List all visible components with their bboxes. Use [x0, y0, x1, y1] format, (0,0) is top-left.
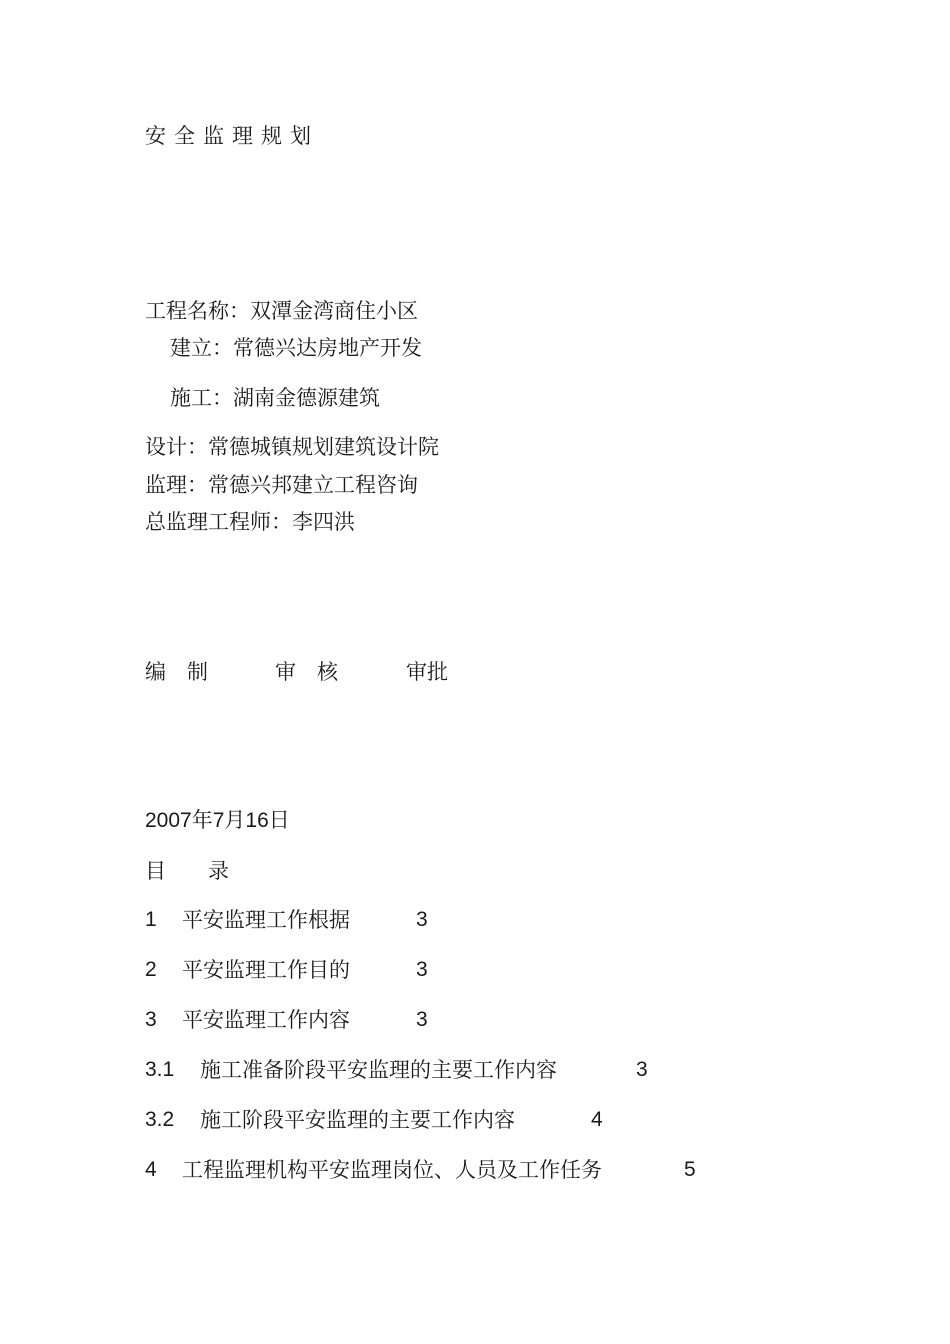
toc-item-number: 1 [145, 908, 157, 931]
toc-item-number: 4 [145, 1158, 157, 1181]
toc-item [145, 1157, 745, 1183]
toc-item-title: 施工准备阶段平安监理的主要工作内容 [200, 1058, 557, 1082]
info-designer [145, 434, 439, 460]
toc-item-title: 平安监理工作内容 [182, 1008, 350, 1032]
signature-compile: 编 制 [145, 660, 208, 684]
toc-item-page: 3 [416, 908, 428, 931]
toc-item [145, 957, 745, 983]
toc-item-title: 工程监理机构平安监理岗位、人员及工作任务 [182, 1158, 602, 1182]
info-value: 常德兴达房地产开发 [233, 336, 422, 360]
toc-item [145, 907, 745, 933]
info-contractor [170, 385, 380, 411]
info-value: 常德兴邦建立工程咨询 [208, 473, 418, 497]
signature-review: 审 核 [275, 660, 338, 684]
info-label: 建立： [170, 336, 233, 360]
info-label: 施工： [170, 386, 233, 410]
toc-item-title: 平安监理工作根据 [182, 908, 350, 932]
document-title: 安全监理规划 [145, 124, 319, 148]
signature-approve: 审批 [406, 660, 448, 684]
toc-item-number: 3.2 [145, 1108, 175, 1131]
info-value: 双潭金湾商住小区 [250, 299, 418, 323]
info-value: 李四洪 [292, 510, 355, 534]
info-project-name [145, 298, 418, 324]
toc-title: 目 录 [145, 859, 229, 883]
info-label: 设计： [145, 435, 208, 459]
toc-item-title: 平安监理工作目的 [182, 958, 350, 982]
info-label: 总监理工程师： [145, 510, 292, 534]
toc-item-page: 3 [636, 1058, 648, 1081]
toc-item-page: 3 [416, 1008, 428, 1031]
toc-item-number: 3.1 [145, 1058, 175, 1081]
toc-item-number: 3 [145, 1008, 157, 1031]
info-value: 常德城镇规划建筑设计院 [208, 435, 439, 459]
toc-item [145, 1057, 745, 1083]
info-developer [170, 335, 422, 361]
toc-item [145, 1107, 745, 1133]
toc-item-page: 5 [684, 1158, 696, 1181]
toc-item-number: 2 [145, 958, 157, 981]
info-supervisor [145, 472, 418, 498]
toc-item-page: 3 [416, 958, 428, 981]
signature-row [145, 659, 545, 685]
info-value: 湖南金德源建筑 [233, 386, 380, 410]
info-label: 监理： [145, 473, 208, 497]
info-chief-engineer [145, 509, 355, 535]
toc-item-page: 4 [591, 1108, 603, 1131]
document-date: 2007年7月16日 [145, 809, 290, 832]
toc-item [145, 1007, 745, 1033]
info-label: 工程名称： [145, 299, 250, 323]
toc-item-title: 施工阶段平安监理的主要工作内容 [200, 1108, 515, 1132]
